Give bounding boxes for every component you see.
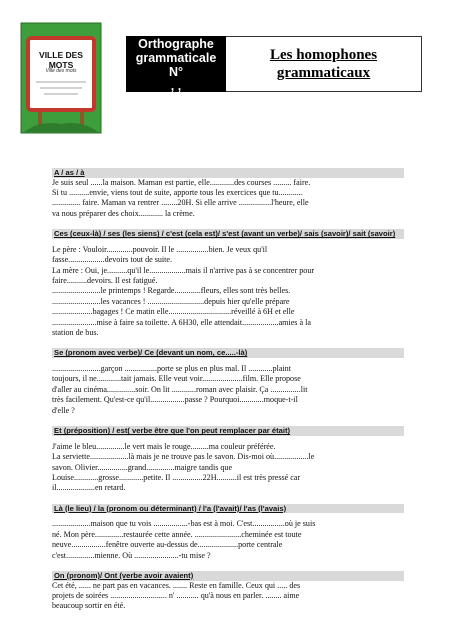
exercise-line: beaucoup sortir en été. bbox=[52, 601, 126, 611]
exercise-line: ....................bagages ! Ce matin elle...............................réveillé à 6H et elle bbox=[52, 307, 295, 317]
section-on-ont bbox=[52, 571, 404, 612]
section-ces-ses bbox=[52, 229, 404, 338]
exercise-line: Le père : Vouloir.............pouvoir. Il le ................bien. Je veux qu'il bbox=[52, 244, 268, 254]
logo-title: VILLE DES MOTS bbox=[39, 50, 83, 70]
section-se-ce bbox=[52, 348, 404, 416]
subtitle-line-1: Les homophones bbox=[269, 47, 378, 63]
section-a-as bbox=[52, 168, 404, 219]
exercise-line: neuve.................fenêtre ouverte au-dessus de....................porte centrale bbox=[52, 540, 283, 550]
exercise-line: Louise............grosse............petite. Il ...............22H..........il est très pressé car bbox=[52, 472, 301, 482]
section-heading: Ces (ceux-là) / ses (les siens) / c'est (cela est)/ s'est (avant un verbe)/ sais (savoir)/ sait (savoir) bbox=[52, 229, 404, 239]
exercise-line: La serviette...................là mais je ne trouve pas le savon. Dis-moi où.................le bbox=[52, 452, 315, 462]
exercise-line: faire..........devoirs. Il est fatigué. bbox=[52, 276, 158, 286]
section-la-l-a bbox=[52, 504, 404, 561]
exercise-line: savon. Olivier...............grand..............maigre tandis que bbox=[52, 462, 233, 472]
exercise-line: toujours, il ne............tait jamais. Elle veut voir....................film. Elle propose bbox=[52, 374, 301, 384]
exercise-line: Je suis seul ......la maison. Maman est partie, elle............des courses ......... faire. bbox=[52, 177, 311, 187]
title-line-1: Orthographe bbox=[138, 37, 214, 51]
worksheet-subtitle-box bbox=[226, 36, 422, 92]
section-heading: Là (le lieu) / la (pronom ou déterminant) / l'a (l'avait)/ l'as (l'avais) bbox=[52, 504, 404, 514]
logo-subtitle: Ville des mots bbox=[45, 68, 77, 74]
exercise-line: né. Mon père..............restaurée cette année. .......................cheminée est toute bbox=[52, 529, 302, 539]
exercise-line: Cet été, ...... ne part pas en vacances. ....... Reste en famille. Ceux qui ..... des bbox=[52, 580, 301, 590]
title-line-3: N° bbox=[168, 65, 184, 79]
section-heading: A / as / à bbox=[52, 168, 404, 178]
logo-sign-icon bbox=[20, 22, 102, 134]
exercise-line: J'aime le bleu..............le vert mais le rouge.........ma couleur préférée. bbox=[52, 441, 276, 451]
exercise-line: c'est..............mienne. Où ......................-tu mise ? bbox=[52, 550, 211, 560]
worksheet-subtitle bbox=[270, 46, 377, 82]
exercise-line: ........................le printemps ! Regarde.............fleurs, elles sont très belles. bbox=[52, 286, 291, 296]
exercise-line: va nous préparer des choix............ la crème. bbox=[52, 208, 195, 218]
exercise-line: ...................maison que tu vois .................-bas est à moi. C'est................où je suis bbox=[52, 519, 316, 529]
exercise-line: station de bus. bbox=[52, 328, 99, 338]
ville-des-mots-logo bbox=[20, 22, 102, 134]
exercise-content bbox=[52, 168, 404, 612]
section-heading: Se (pronom avec verbe)/ Ce (devant un nom, ce.....-là) bbox=[52, 348, 404, 358]
exercise-line: La mère : Oui, je..........qu'il le..................mais il n'arrive pas à se concentrer pour bbox=[52, 265, 315, 275]
exercise-line: ........................garçon ................porte se plus en plus mal. Il ............plaint bbox=[52, 364, 291, 374]
exercise-line: ........................les vacances ! ............................depuis hier qu'elle prépare bbox=[52, 296, 290, 306]
subtitle-line-2: grammaticaux bbox=[276, 65, 371, 81]
exercise-line: fasse..................devoirs tout de suite. bbox=[52, 255, 173, 265]
section-et-est bbox=[52, 426, 404, 494]
exercise-line: très facilement. Qu'est-ce qu'il.................passe ? Pourquoi............moque-t-il bbox=[52, 395, 298, 405]
exercise-line: .............. faire. Maman va rentrer ........20H. Si elle arrive ................l'heure, elle bbox=[52, 198, 309, 208]
worksheet-title-box bbox=[126, 36, 226, 92]
exercise-line: ......................mise à faire sa toilette. A 6H30, elle attendait..................amies à la bbox=[52, 317, 311, 327]
exercise-line: projets de soirées ............................ n' ........... qu'à nous en parler. ........ aime bbox=[52, 590, 300, 600]
section-heading: Et (préposition) / est( verbe être que l'on peut remplacer par était) bbox=[52, 426, 404, 436]
exercise-line: d'elle ? bbox=[52, 405, 75, 415]
section-heading: On (pronom)/ Ont (verbe avoir avaient) bbox=[52, 571, 404, 581]
exercise-line: il...................en retard. bbox=[52, 483, 126, 493]
exercise-line: d'aller au cinéma..............soir. On lit ............roman avec plaisir. Ça ...............lit bbox=[52, 384, 308, 394]
title-line-4: , , bbox=[170, 79, 182, 93]
exercise-line: Si tu ..........envie, viens tout de suite, apporte tous les exercices que tu............ bbox=[52, 188, 303, 197]
title-line-2: grammaticale bbox=[135, 51, 217, 65]
